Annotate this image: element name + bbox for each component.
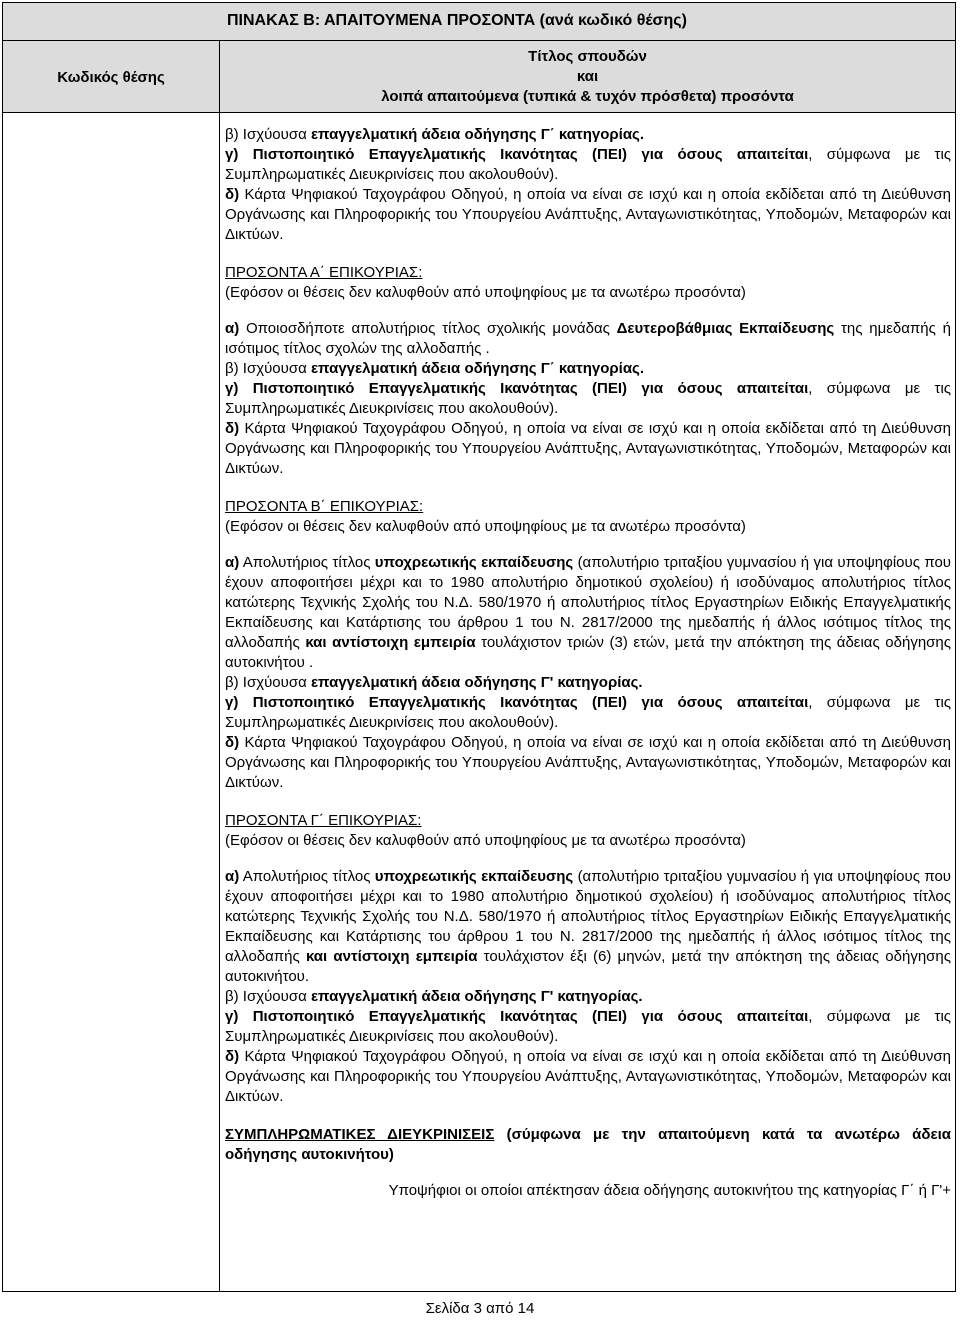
intro-item-d: δ) Κάρτα Ψηφιακού Ταχογράφου Οδηγού, η οποία να είναι σε ισχύ και η οποία εκδίδεται από τη Διεύθυνση Οργάνωσης και Πληροφορικής του Υπουργείου Ανάπτυξης, Ανταγωνιστικότητας, Υποδομών, Μεταφορών και Δικτύων. [225, 186, 951, 243]
qualifications-content [225, 125, 951, 1201]
section-a-title: ΠΡΟΣΟΝΤΑ Α΄ ΕΠΙΚΟΥΡΙΑΣ: [225, 264, 423, 281]
section-a-note: (Εφόσον οι θέσεις δεν καλυφθούν από υποψηφίους με τα ανωτέρω προσόντα) [225, 284, 746, 301]
section-c-item-c: γ) Πιστοποιητικό Επαγγελματικής Ικανότητας (ΠΕΙ) για όσους απαιτείται, σύμφωνα με τις Συμπληρωματικές Διευκρινίσεις που ακολουθούν). [225, 1008, 952, 1045]
section-a-item-d: δ) Κάρτα Ψηφιακού Ταχογράφου Οδηγού, η οποία να είναι σε ισχύ και η οποία εκδίδεται από τη Διεύθυνση Οργάνωσης και Πληροφορικής του Υπουργείου Ανάπτυξης, Ανταγωνιστικότητας, Υποδομών, Μεταφορών και Δικτύων. [225, 420, 951, 477]
table-title: ΠΙΝΑΚΑΣ Β: ΑΠΑΙΤΟΥΜΕΝΑ ΠΡΟΣΟΝΤΑ (ανά κωδικό θέσης) [227, 12, 687, 29]
intro-item-b: β) Ισχύουσα επαγγελματική άδεια οδήγησης Γ΄ κατηγορίας. [225, 126, 645, 143]
supplementary-note: Υποψήφιοι οι οποίοι απέκτησαν άδεια οδήγησης αυτοκινήτου της κατηγορίας Γ΄ ή Γ'+ [388, 1182, 951, 1199]
intro-item-c: γ) Πιστοποιητικό Επαγγελματικής Ικανότητας (ΠΕΙ) για όσους απαιτείται, σύμφωνα με τις Συμπληρωματικές Διευκρινίσεις που ακολουθούν). [225, 146, 952, 183]
header-line-2: και [576, 68, 599, 85]
section-b-item-c: γ) Πιστοποιητικό Επαγγελματικής Ικανότητας (ΠΕΙ) για όσους απαιτείται, σύμφωνα με τις Συμπληρωματικές Διευκρινίσεις που ακολουθούν). [225, 694, 952, 731]
section-a-item-c: γ) Πιστοποιητικό Επαγγελματικής Ικανότητας (ΠΕΙ) για όσους απαιτείται, σύμφωνα με τις Συμπληρωματικές Διευκρινίσεις που ακολουθούν). [225, 380, 952, 417]
section-b-item-d: δ) Κάρτα Ψηφιακού Ταχογράφου Οδηγού, η οποία να είναι σε ισχύ και η οποία εκδίδεται από τη Διεύθυνση Οργάνωσης και Πληροφορικής του Υπουργείου Ανάπτυξης, Ανταγωνιστικότητας, Υποδομών, Μεταφορών και Δικτύων. [225, 734, 951, 791]
header-position-code: Κωδικός θέσης [57, 68, 165, 86]
section-c-title: ΠΡΟΣΟΝΤΑ Γ΄ ΕΠΙΚΟΥΡΙΑΣ: [225, 812, 422, 829]
table-title-row [3, 3, 955, 41]
supplementary-title: ΣΥΜΠΛΗΡΩΜΑΤΙΚΕΣ ΔΙΕΥΚΡΙΝΙΣΕΙΣ (σύμφωνα με την απαιτούμενη κατά τα ανωτέρω άδεια οδήγησης αυτοκινήτου) [225, 1126, 951, 1163]
section-b-note: (Εφόσον οι θέσεις δεν καλυφθούν από υποψηφίους με τα ανωτέρω προσόντα) [225, 518, 746, 535]
section-c-item-d: δ) Κάρτα Ψηφιακού Ταχογράφου Οδηγού, η οποία να είναι σε ισχύ και η οποία εκδίδεται από τη Διεύθυνση Οργάνωσης και Πληροφορικής του Υπουργείου Ανάπτυξης, Ανταγωνιστικότητας, Υποδομών, Μεταφορών και Δικτύων. [225, 1048, 951, 1105]
header-line-3: λοιπά απαιτούμενα (τυπικά & τυχόν πρόσθετα) προσόντα [381, 88, 794, 105]
header-qualifications [220, 47, 955, 107]
section-c-item-a: α) Απολυτήριος τίτλος υποχρεωτικής εκπαίδευσης (απολυτήριο τριταξίου γυμνασίου ή για υποψηφίους που έχουν αποφοιτήσει μέχρι και το 1980 απολυτήριο δημοτικού σχολείου) ή ισοδύναμος απολυτήριος τίτλος κατώτερης Τεχνικής Σχολής του Ν.Δ. 580/1970 ή απολυτήριος τίτλος Εργαστηρίων Ειδικής Επαγγελματικής Εκπαίδευσης και Κατάρτισης του άρθρου 1 του Ν. 2817/2000 της ημεδαπής ή άλλος ισότιμος τίτλος της αλλοδαπής και αντίστοιχη εμπειρία τουλάχιστον έξι (6) μηνών, μετά την απόκτηση της άδειας οδήγησης αυτοκινήτου. [225, 868, 952, 985]
section-b-item-b: β) Ισχύουσα επαγγελματική άδεια οδήγησης Γ' κατηγορίας. [225, 674, 643, 691]
section-b-title: ΠΡΟΣΟΝΤΑ Β΄ ΕΠΙΚΟΥΡΙΑΣ: [225, 498, 424, 515]
page-number: Σελίδα 3 από 14 [425, 1300, 535, 1317]
table-header-row [3, 41, 955, 113]
section-a-item-a: α) Οποιοσδήποτε απολυτήριος τίτλος σχολικής μονάδας Δευτεροβάθμιας Εκπαίδευσης της ημεδαπής ή ισότιμος τίτλος σχολών της αλλοδαπής . [225, 320, 951, 357]
section-b-item-a: α) Απολυτήριος τίτλος υποχρεωτικής εκπαίδευσης (απολυτήριο τριταξίου γυμνασίου ή για υποψηφίους που έχουν αποφοιτήσει μέχρι και το 1980 απολυτήριο δημοτικού σχολείου) ή ισοδύναμος απολυτήριος τίτλος κατώτερης Τεχνικής Σχολής του Ν.Δ. 580/1970 ή απολυτήριος τίτλος Εργαστηρίων Ειδικής Επαγγελματικής Εκπαίδευσης και Κατάρτισης του άρθρου 1 του Ν. 2817/2000 της ημεδαπής ή άλλος ισότιμος τίτλος της αλλοδαπής και αντίστοιχη εμπειρία τουλάχιστον τριών (3) ετών, μετά την απόκτηση της άδειας οδήγησης αυτοκινήτου . [225, 554, 952, 671]
column-divider [219, 41, 220, 1291]
header-line-1: Τίτλος σπουδών [528, 48, 647, 65]
section-a-item-b: β) Ισχύουσα επαγγελματική άδεια οδήγησης Γ΄ κατηγορίας. [225, 360, 645, 377]
section-c-item-b: β) Ισχύουσα επαγγελματική άδεια οδήγησης Γ' κατηγορίας. [225, 988, 643, 1005]
section-c-note: (Εφόσον οι θέσεις δεν καλυφθούν από υποψηφίους με τα ανωτέρω προσόντα) [225, 832, 746, 849]
